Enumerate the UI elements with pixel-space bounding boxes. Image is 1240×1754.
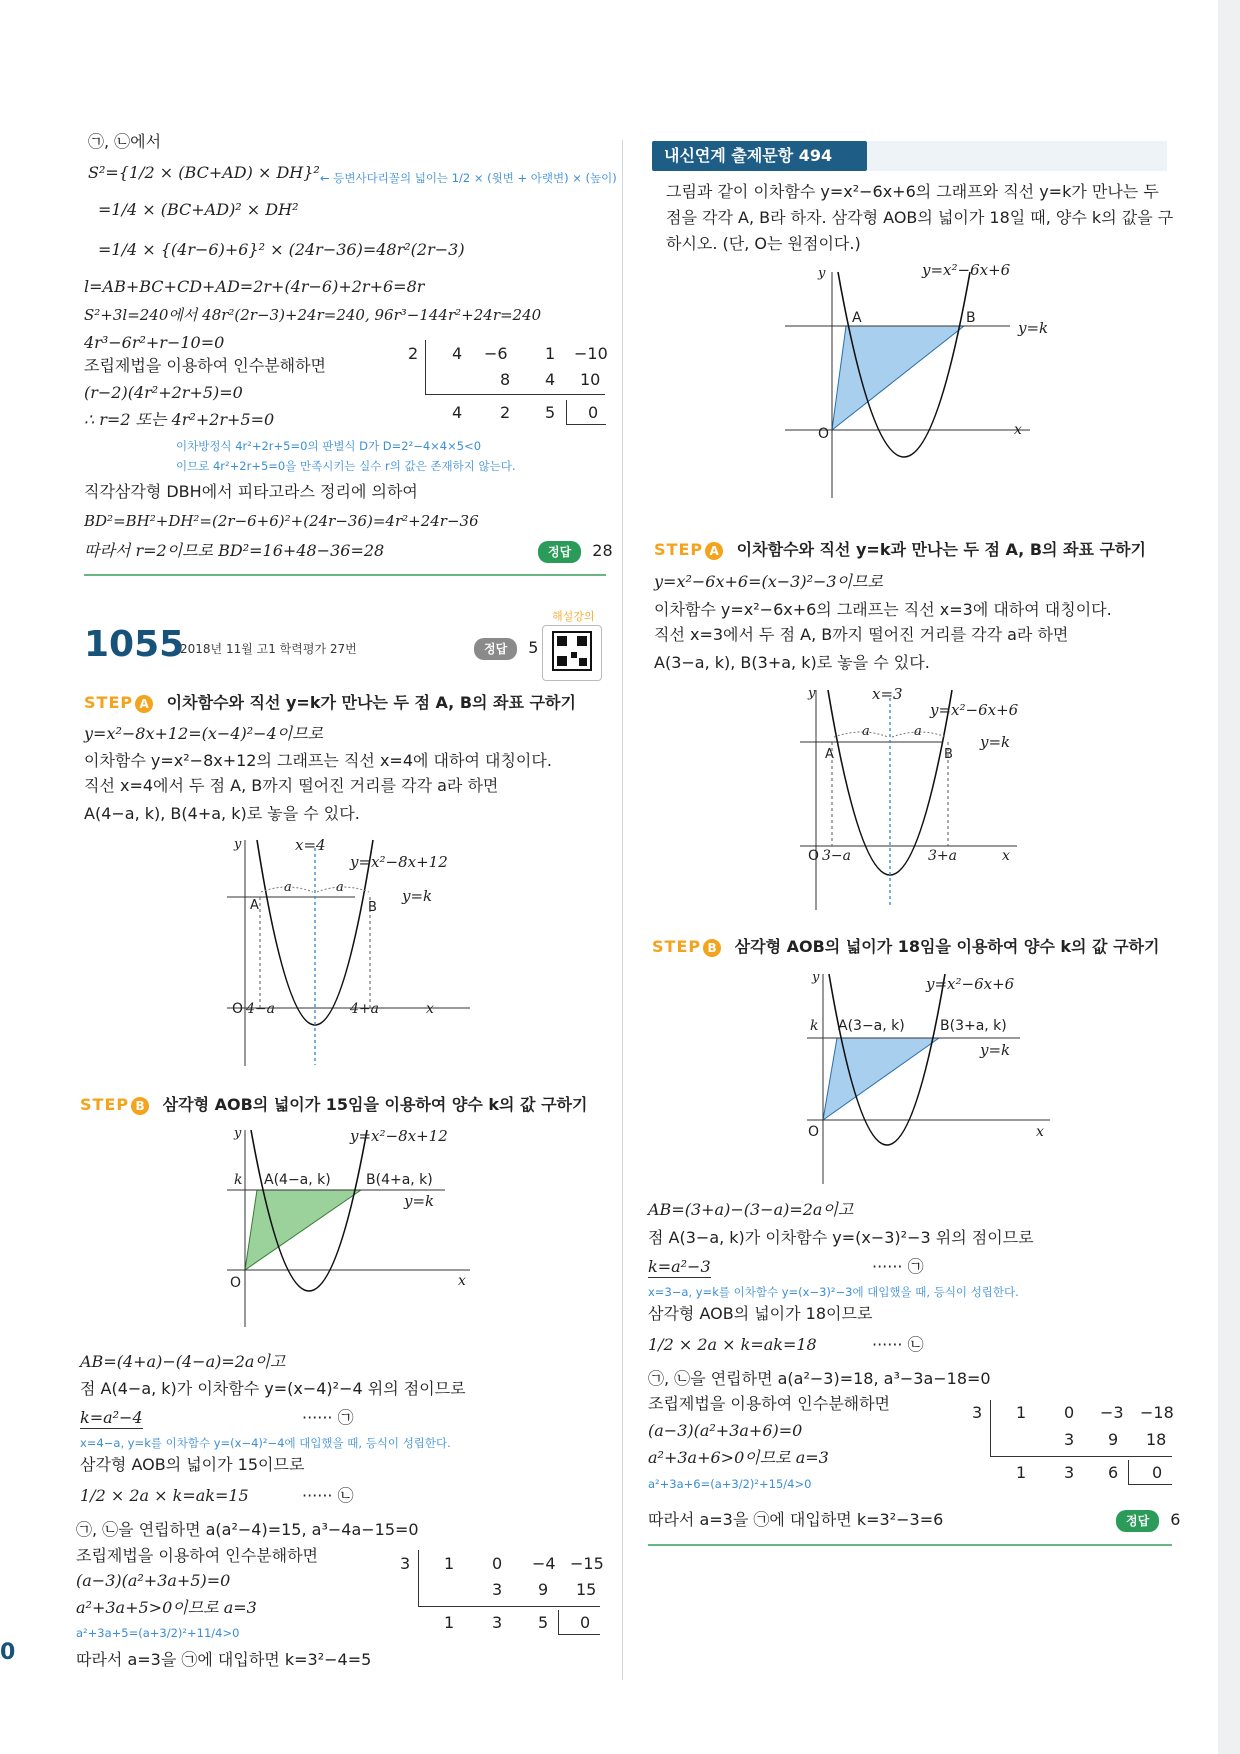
syn-cell: 18 (1146, 1430, 1167, 1449)
step-b-heading (80, 1095, 587, 1115)
solution-line: a²+3a+5>0이므로 a=3 (76, 1598, 257, 1617)
syn-cell: −18 (1140, 1403, 1174, 1422)
point-label: A(4−a, k) (264, 1172, 331, 1188)
problem-source: 2018년 11월 고1 학력평가 27번 (180, 642, 357, 656)
step-letter: A (705, 542, 723, 560)
step-title: 이차함수와 직선 y=k가 만나는 두 점 A, B의 좌표 구하기 (166, 693, 576, 712)
axis-label: y (818, 266, 826, 281)
syn-cell: −6 (484, 344, 508, 363)
syn-cell: −10 (574, 344, 608, 363)
syn-cell: 4 (452, 344, 463, 363)
syn-bar (418, 1550, 419, 1606)
solution-line: (r−2)(4r²+2r+5)=0 (84, 383, 243, 402)
curve-label: y=x²−8x+12 (350, 853, 448, 871)
section-rule (648, 1544, 1172, 1546)
point-label: B (368, 900, 377, 915)
point-label: B (966, 310, 976, 326)
syn-cell: 1 (1016, 1463, 1027, 1482)
column-divider (622, 140, 623, 1680)
solution-line: 삼각형 AOB의 넓이가 18이므로 (648, 1304, 873, 1323)
answer-badge: 정답 (474, 638, 517, 660)
solution-line: 따라서 a=3을 ㉠에 대입하면 k=3²−3=6 (648, 1510, 944, 1529)
page-edge (1218, 0, 1240, 1754)
axis-label: x (458, 1273, 466, 1289)
point-label: B(4+a, k) (366, 1172, 433, 1188)
note-line: a²+3a+5=(a+3/2)²+11/4>0 (76, 1626, 240, 1640)
syn-cell: 5 (545, 403, 556, 422)
solution-line: 따라서 a=3을 ㉠에 대입하면 k=3²−4=5 (76, 1650, 372, 1669)
curve-label: y=x²−6x+6 (922, 261, 1011, 279)
solution-line: A(3−a, k), B(3+a, k)로 놓을 수 있다. (654, 653, 930, 672)
syn-bar (1128, 1460, 1129, 1484)
graph-494-b (795, 966, 1055, 1188)
triangle-aob (245, 1190, 361, 1270)
step-title: 이차함수와 직선 y=k과 만나는 두 점 A, B의 좌표 구하기 (736, 540, 1146, 559)
solution-line: k=a²−4 (80, 1408, 143, 1427)
syn-cell: 9 (538, 1580, 549, 1599)
section-rule (84, 574, 606, 576)
distance-label: a (336, 880, 344, 895)
syn-cell: 0 (580, 1613, 591, 1632)
origin-label: O (808, 1124, 820, 1140)
note-line: x=4−a, y=k를 이차함수 y=(x−4)²−4에 대입했을 때, 등식이 성립한다. (80, 1436, 451, 1450)
syn-divisor: 2 (408, 344, 419, 363)
equation-mark: ······ ㉡ (872, 1335, 924, 1354)
solution-line: 1/2 × 2a × k=ak=15 (80, 1486, 249, 1505)
step-tag: STEP (654, 540, 704, 559)
solution-line: y=x²−6x+6=(x−3)²−3이므로 (654, 572, 883, 591)
syn-cell: 0 (588, 403, 599, 422)
axis-label: y (812, 970, 820, 985)
point-label: A(3−a, k) (838, 1018, 905, 1034)
curve-label: y=x²−8x+12 (350, 1127, 448, 1145)
origin-label: O (232, 1001, 244, 1017)
point-label: B(3+a, k) (940, 1018, 1007, 1034)
syn-rule (558, 1634, 600, 1635)
problem-number: 1055 (84, 624, 185, 665)
syn-cell: 0 (1152, 1463, 1163, 1482)
syn-divisor: 3 (400, 1554, 411, 1573)
axis-label: x=4 (295, 836, 326, 854)
syn-cell: −4 (532, 1554, 556, 1573)
solution-line: 직선 x=3에서 두 점 A, B까지 떨어진 거리를 각각 a라 하면 (654, 625, 1069, 644)
syn-cell: 4 (545, 370, 556, 389)
answer-row (474, 638, 538, 660)
step-b-heading (652, 937, 1159, 957)
equation-mark: ······ ㉠ (872, 1257, 924, 1276)
solution-line: l=AB+BC+CD+AD=2r+(4r−6)+2r+6=8r (84, 277, 425, 296)
origin-label: O (818, 426, 830, 442)
qr-code[interactable] (542, 625, 602, 681)
line-label: y=k (404, 1192, 435, 1210)
solution-line: 직각삼각형 DBH에서 피타고라스 정리에 의하여 (84, 482, 418, 501)
solution-line: (a−3)(a²+3a+6)=0 (648, 1421, 803, 1440)
axis-label: y (808, 686, 816, 701)
solution-line: k=a²−3 (648, 1257, 711, 1276)
syn-rule (425, 394, 605, 395)
solution-line: S²+3l=240에서 48r²(2r−3)+24r=240, 96r³−144r²+24r=240 (84, 306, 542, 324)
syn-cell: 0 (492, 1554, 503, 1573)
syn-rule (418, 1606, 600, 1607)
syn-cell: 3 (1064, 1430, 1075, 1449)
step-title: 삼각형 AOB의 넓이가 18임을 이용하여 양수 k의 값 구하기 (734, 937, 1160, 956)
solution-line: a²+3a+6>0이므로 a=3 (648, 1448, 829, 1467)
axis-label: y (234, 837, 242, 852)
step-tag: STEP (652, 937, 702, 956)
solution-line: =1/4 × {(4r−6)+6}² × (24r−36)=48r²(2r−3) (98, 240, 465, 259)
solution-line: ㉠, ㉡에서 (88, 132, 162, 151)
question-line: 하시오. (단, O는 원점이다.) (666, 234, 861, 253)
k-label: k (234, 1172, 243, 1188)
solution-line: 점 A(3−a, k)가 이차함수 y=(x−3)²−3 위의 점이므로 (648, 1228, 1034, 1247)
syn-bar (990, 1400, 991, 1456)
equation-mark: ······ ㉠ (302, 1408, 354, 1427)
naesin-header: 내신연계 출제문항 494 (652, 141, 867, 171)
syn-bar (425, 340, 426, 394)
distance-label: a (914, 724, 922, 739)
syn-cell: 9 (1108, 1430, 1119, 1449)
syn-rule (990, 1456, 1172, 1457)
syn-cell: 0 (1064, 1403, 1075, 1422)
solution-line: 삼각형 AOB의 넓이가 15이므로 (80, 1455, 305, 1474)
k-label: k (810, 1018, 819, 1034)
answer-value: 28 (592, 541, 613, 560)
syn-cell: 6 (1108, 1463, 1119, 1482)
solution-line: 직선 x=4에서 두 점 A, B까지 떨어진 거리를 각각 a라 하면 (84, 776, 499, 795)
syn-cell: 8 (500, 370, 511, 389)
syn-cell: 3 (1064, 1463, 1075, 1482)
qr-label: 해설강의 (552, 610, 595, 623)
tick-label: 4+a (350, 1001, 379, 1017)
answer-badge: 정답 (538, 541, 581, 563)
question-line: 점을 각각 A, B라 하자. 삼각형 AOB의 넓이가 18일 때, 양수 k의 값을 구 (666, 208, 1174, 227)
axis-label: x (1014, 422, 1022, 438)
solution-line: 4r³−6r²+r−10=0 (84, 333, 225, 352)
solution-line: A(4−a, k), B(4+a, k)로 놓을 수 있다. (84, 804, 360, 823)
line-label: y=k (402, 887, 433, 905)
step-letter: B (131, 1097, 149, 1115)
solution-line: S²={1/2 × (BC+AD) × DH}² (88, 163, 320, 182)
step-tag: STEP (80, 1095, 130, 1114)
solution-line: ∴ r=2 또는 4r²+2r+5=0 (84, 410, 275, 429)
graph-1055-b (215, 1122, 475, 1332)
line-label: y=k (980, 1041, 1011, 1059)
syn-divisor: 3 (972, 1403, 983, 1422)
solution-line: ㉠, ㉡을 연립하면 a(a²−4)=15, a³−4a−15=0 (76, 1520, 419, 1539)
distance-label: a (862, 724, 870, 739)
curve-label: y=x²−6x+6 (930, 701, 1019, 719)
syn-cell: −3 (1100, 1403, 1124, 1422)
origin-label: O (808, 848, 820, 864)
tick-label: 4−a (246, 1001, 275, 1017)
step-a-heading (84, 693, 576, 713)
step-tag: STEP (84, 693, 134, 712)
line-label: y=k (980, 733, 1011, 751)
graph-494-question (780, 262, 1040, 502)
axis-label: x (426, 1001, 434, 1017)
solution-line: 1/2 × 2a × k=ak=18 (648, 1335, 817, 1354)
solution-line: 이차함수 y=x²−8x+12의 그래프는 직선 x=4에 대하여 대칭이다. (84, 751, 552, 770)
question-line: 그림과 같이 이차함수 y=x²−6x+6의 그래프와 직선 y=k가 만나는 두 (666, 182, 1159, 201)
syn-cell: −15 (570, 1554, 604, 1573)
curve-label: y=x²−6x+6 (926, 975, 1015, 993)
syn-bar (558, 1610, 559, 1634)
syn-cell: 5 (538, 1613, 549, 1632)
solution-line: 조립제법을 이용하여 인수분해하면 (648, 1394, 891, 1413)
step-a-heading (654, 540, 1146, 560)
answer-value: 6 (1170, 1510, 1181, 1529)
triangle-aob (823, 1038, 939, 1120)
point-label: B (944, 747, 953, 762)
syn-cell: 1 (1016, 1403, 1027, 1422)
solution-line: 점 A(4−a, k)가 이차함수 y=(x−4)²−4 위의 점이므로 (80, 1379, 466, 1398)
axis-label: x (1036, 1124, 1044, 1140)
solution-line: ㉠, ㉡을 연립하면 a(a²−3)=18, a³−3a−18=0 (648, 1369, 991, 1388)
answer-value: 5 (528, 638, 539, 657)
origin-label: O (230, 1275, 242, 1291)
step-letter: A (135, 695, 153, 713)
side-note: ← 등변사다리꼴의 넓이는 1/2 × (윗변 + 아랫변) × (높이) (320, 171, 617, 185)
step-letter: B (703, 939, 721, 957)
syn-cell: 1 (545, 344, 556, 363)
axis-label: x (1002, 848, 1010, 864)
solution-line: =1/4 × (BC+AD)² × DH² (98, 200, 299, 219)
syn-bar (566, 400, 567, 424)
header-strip (867, 141, 1167, 171)
syn-cell: 2 (500, 403, 511, 422)
note-line: 이므로 4r²+2r+5=0을 만족시키는 실수 r의 값은 존재하지 않는다. (176, 459, 516, 473)
distance-label: a (284, 880, 292, 895)
syn-rule (1128, 1484, 1172, 1485)
tick-label: 3−a (822, 848, 851, 864)
solution-line: 조립제법을 이용하여 인수분해하면 (76, 1546, 319, 1565)
solution-line: AB=(3+a)−(3−a)=2a이고 (648, 1200, 854, 1219)
solution-line: AB=(4+a)−(4−a)=2a이고 (80, 1352, 286, 1371)
answer-row (538, 541, 613, 563)
axis-label: y (234, 1126, 242, 1141)
syn-cell: 3 (492, 1613, 503, 1632)
answer-badge: 정답 (1116, 1510, 1159, 1532)
syn-cell: 1 (444, 1613, 455, 1632)
tick-label: 3+a (928, 848, 957, 864)
point-label: A (250, 898, 259, 913)
syn-cell: 10 (580, 370, 601, 389)
solution-line: 조립제법을 이용하여 인수분해하면 (84, 356, 327, 375)
syn-cell: 3 (492, 1580, 503, 1599)
step-title: 삼각형 AOB의 넓이가 15임을 이용하여 양수 k의 값 구하기 (162, 1095, 588, 1114)
note-line: a²+3a+6=(a+3/2)²+15/4>0 (648, 1477, 812, 1491)
syn-cell: 1 (444, 1554, 455, 1573)
page-number: 0 (0, 1640, 16, 1665)
answer-row (1116, 1510, 1180, 1532)
syn-cell: 15 (576, 1580, 597, 1599)
equation-mark: ······ ㉡ (302, 1486, 354, 1505)
line-label: y=k (1018, 319, 1049, 337)
point-label: A (825, 747, 834, 762)
syn-cell: 4 (452, 403, 463, 422)
syn-rule (566, 424, 606, 425)
axis-label: x=3 (872, 685, 903, 703)
point-label: A (852, 310, 862, 326)
solution-line: 이차함수 y=x²−6x+6의 그래프는 직선 x=3에 대하여 대칭이다. (654, 600, 1112, 619)
solution-line: BD²=BH²+DH²=(2r−6+6)²+(24r−36)=4r²+24r−36 (84, 512, 479, 530)
solution-line: 따라서 r=2이므로 BD²=16+48−36=28 (84, 541, 385, 560)
solution-line: y=x²−8x+12=(x−4)²−4이므로 (84, 724, 324, 743)
solution-line: (a−3)(a²+3a+5)=0 (76, 1571, 231, 1590)
note-line: 이차방정식 4r²+2r+5=0의 판별식 D가 D=2²−4×4×5<0 (176, 439, 482, 453)
note-line: x=3−a, y=k를 이차함수 y=(x−3)²−3에 대입했을 때, 등식이 성립한다. (648, 1285, 1019, 1299)
